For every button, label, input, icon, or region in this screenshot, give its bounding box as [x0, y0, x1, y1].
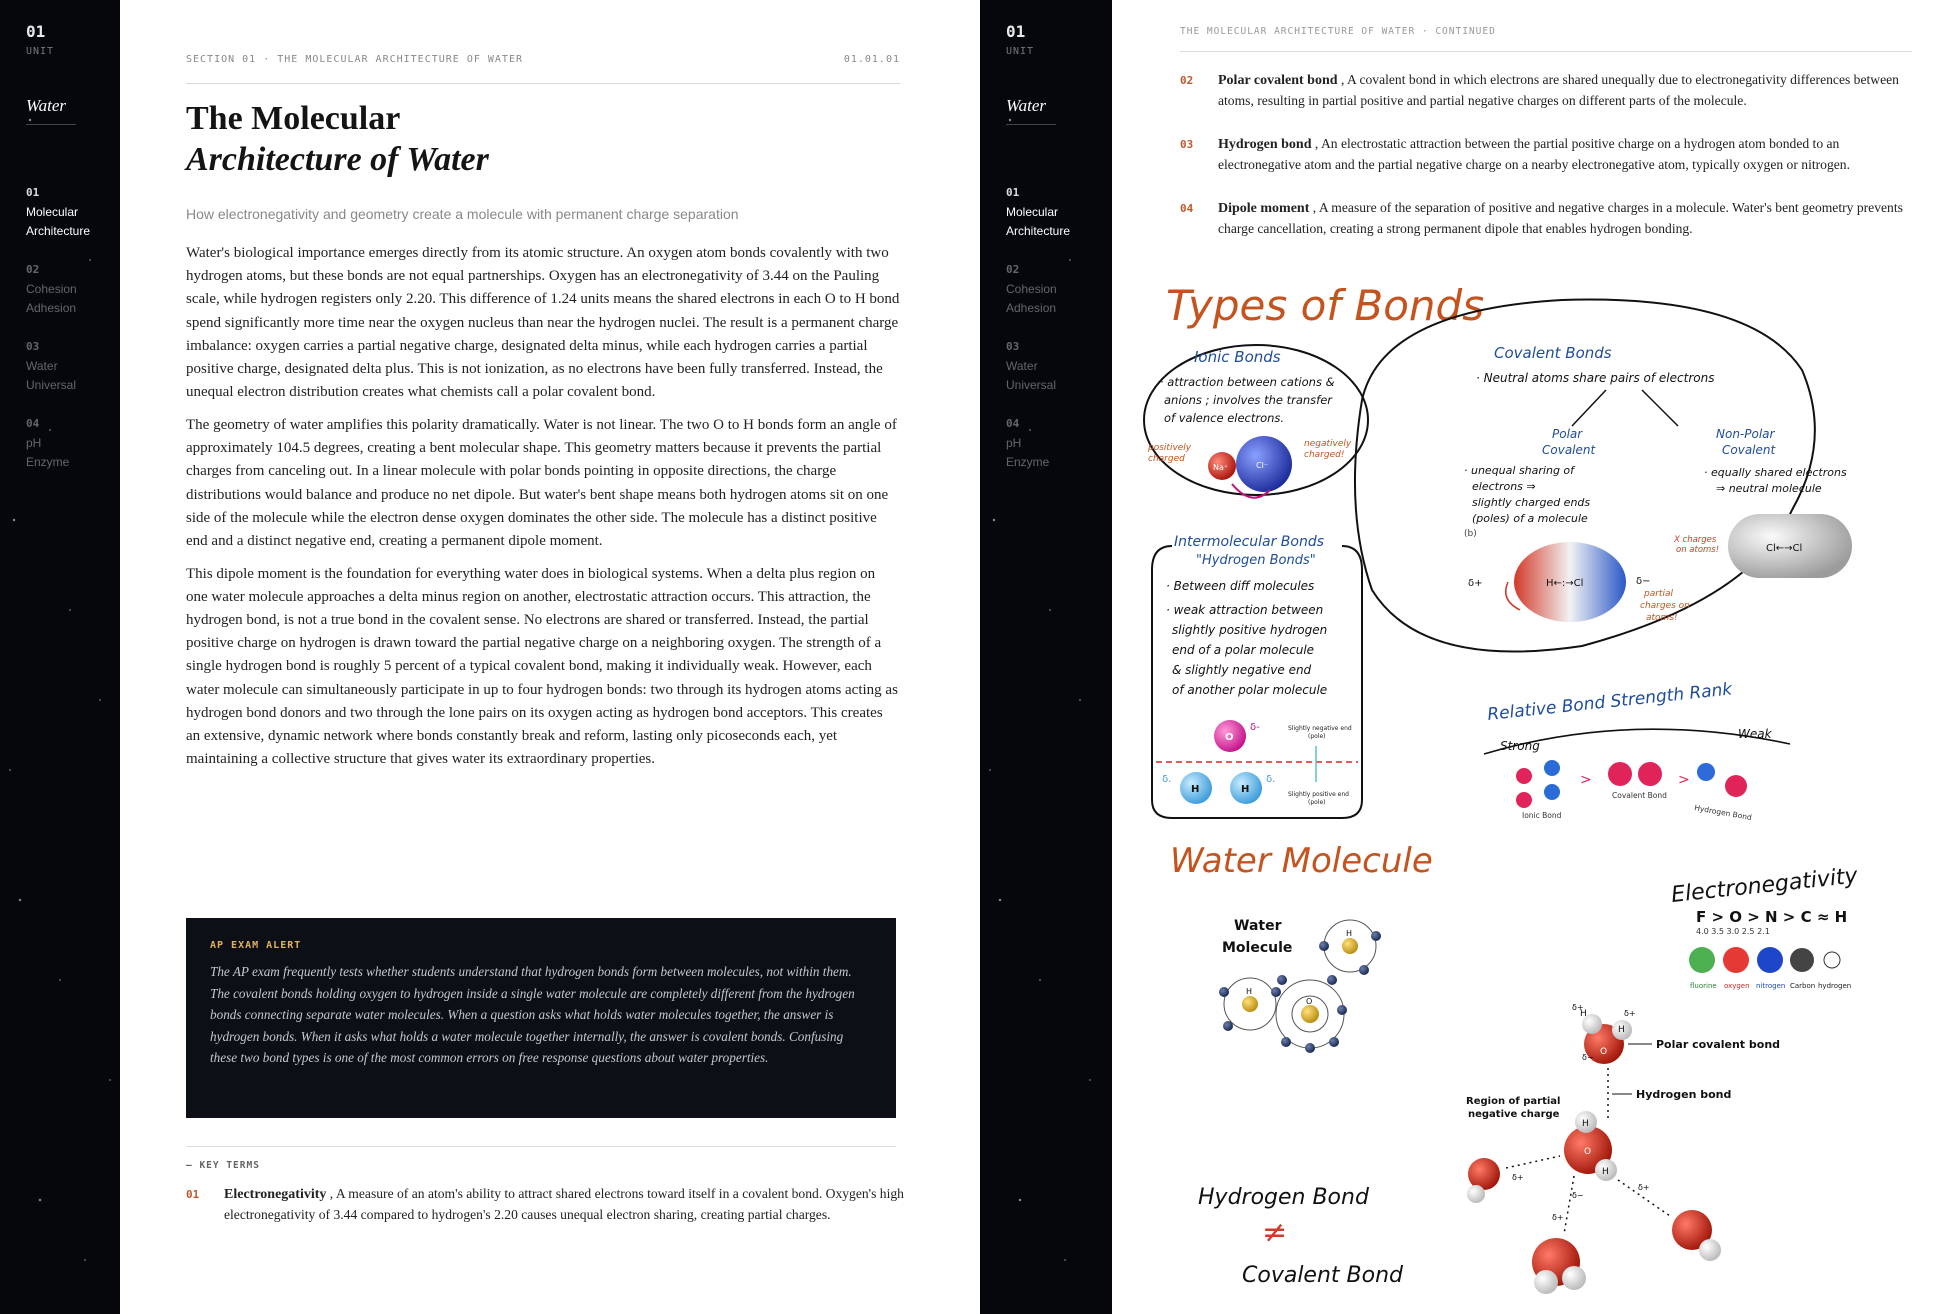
covalent-bonds-title: Covalent Bonds: [1494, 344, 1612, 362]
key-term-item: [186, 1184, 906, 1244]
wo-label: O: [1600, 1047, 1608, 1057]
key-term-item: [1180, 70, 1910, 130]
en-name-hydrogen: hydrogen: [1818, 982, 1852, 990]
ionic-bond-label: Ionic Bond: [1522, 811, 1562, 820]
section-label: SECTION 01 · THE MOLECULAR ARCHITECTURE OF WATER: [186, 54, 523, 65]
x-charges-1: X charges: [1674, 535, 1717, 545]
sidebar-item-label: Enzyme: [26, 455, 70, 469]
hb-ne-line-1: Hydrogen Bond: [1198, 1185, 1369, 1210]
covalent-atom-2: [1638, 762, 1662, 786]
ionic-atom-1: [1516, 768, 1532, 784]
wh-label: H: [1580, 1009, 1587, 1019]
electron: [1277, 975, 1287, 985]
wm-label-2: Molecule: [1222, 940, 1293, 956]
slightly-positive-2: (pole): [1308, 799, 1326, 806]
title-line-2: Architecture of Water: [186, 141, 489, 178]
sidebar-item-label: Molecular: [1006, 205, 1059, 219]
bond-strength-title: Relative Bond Strength Rank: [1486, 679, 1734, 725]
key-terms-label: — KEY TERMS: [186, 1160, 260, 1171]
na-label: Na⁺: [1213, 463, 1229, 472]
wh-label: H: [1618, 1025, 1625, 1035]
en-name-oxygen: oxygen: [1724, 982, 1750, 990]
sidebar-item-cohesion-adhesion[interactable]: [1006, 263, 1096, 318]
sidebar-item-label: pH: [26, 436, 42, 450]
ionic-text-2: anions ; involves the transfer: [1164, 393, 1333, 407]
unit-number: 01: [1006, 22, 1026, 41]
wm-h-label: H: [1346, 929, 1353, 938]
nonpolar-text-2: ⇒ neutral molecule: [1716, 482, 1822, 495]
types-of-bonds-title: Types of Bonds: [1166, 281, 1485, 330]
polar-text-1: · unequal sharing of: [1464, 464, 1575, 477]
term-number: 03: [1180, 138, 1194, 151]
wm-o-label: O: [1306, 997, 1313, 1006]
gt-sign: >: [1678, 772, 1690, 788]
term-word: Hydrogen bond: [1218, 137, 1312, 152]
right-page: [1112, 0, 1952, 1314]
polar-text-4: (poles) of a molecule: [1472, 512, 1588, 525]
inter-text-3: slightly positive hydrogen: [1172, 623, 1328, 637]
bond-notes-illustration: [1112, 270, 1952, 1310]
water-h: [1467, 1185, 1485, 1203]
term-number: 02: [1180, 74, 1194, 87]
sidebar-item-number: 01: [26, 186, 40, 199]
section-header: [186, 54, 900, 84]
covalent-bond-label: Covalent Bond: [1612, 791, 1667, 800]
weak-label: Weak: [1738, 727, 1772, 741]
inter-text-4: end of a polar molecule: [1172, 643, 1315, 657]
delta-plus-hcl: δ+: [1468, 578, 1483, 589]
electron: [1329, 1037, 1339, 1047]
polar-b-label: (b): [1464, 529, 1477, 539]
paragraph: Water's biological importance emerges directly from its atomic structure. An oxygen atom bonds covalently with two hydrogen atoms, but these bonds are not equal partnerships. Oxygen has an electronegativity of 3.44 on the Pauling scale, while hydrogen registers only 2.20. This difference of 1.24 units means the shared electrons in each O to H bond spend significantly more time near the oxygen nucleus than near the hydrogen nuclei. The result is a permanent charge imbalance: oxygen carries a partial negative charge, designated delta minus, while each hydrogen carries a partial positive charge, designated delta plus. This is not ionization, as no electrons have been fully transferred. Instead, the unequal electron distribution creates what chemists call a polar covalent bond.: [186, 245, 900, 401]
sidebar-title[interactable]: Water: [26, 96, 76, 125]
nonpolar-title-1: Non-Polar: [1716, 427, 1775, 441]
wh-label: H: [1602, 1167, 1609, 1177]
dp-label: δ+: [1624, 1009, 1636, 1018]
term-definition: , A measure of the separation of positive and negative charges in a molecule. Water's bent geometry prevents charge cancellation, creating a strong permanent dipole that enables hydrogen bonding.: [1218, 200, 1903, 236]
oxygen-face: [1723, 947, 1749, 973]
hbond-h-atom: [1697, 763, 1715, 781]
water-h: [1699, 1239, 1721, 1261]
ionic-text-3: of valence electrons.: [1164, 411, 1285, 425]
en-order: F > O > N > C ≈ H: [1696, 908, 1848, 926]
hbond-dots: [1564, 1176, 1574, 1234]
sidebar-item-label: Molecular: [26, 205, 79, 219]
electron: [1371, 931, 1381, 941]
en-name-nitrogen: nitrogen: [1756, 982, 1786, 990]
inter-text-1: · Between diff molecules: [1166, 579, 1315, 593]
electron: [1359, 965, 1369, 975]
sidebar-item-label: Universal: [26, 378, 77, 392]
hydrogen-face: [1824, 952, 1840, 968]
term-number: 04: [1180, 202, 1194, 215]
h-nucleus-left: [1242, 996, 1258, 1012]
strong-label: Strong: [1500, 739, 1540, 753]
water-h: [1562, 1266, 1586, 1290]
slightly-negative-1: Slightly negative end: [1288, 725, 1352, 732]
sidebar-item-label: Architecture: [26, 224, 91, 238]
electron: [1305, 1043, 1315, 1053]
slightly-positive-1: Slightly positive end: [1288, 791, 1349, 798]
ionic-atom-3: [1516, 792, 1532, 808]
right-sidebar: [980, 0, 1112, 1314]
water-oxygen-left: [1468, 1158, 1500, 1190]
term-body: [1218, 198, 1908, 239]
hbond-o-atom: [1725, 775, 1747, 797]
sidebar-item-molecular-architecture[interactable]: [1006, 186, 1096, 241]
charged-label: charged: [1148, 454, 1185, 464]
sidebar-item-number: 01: [1006, 186, 1020, 199]
h-nucleus-right: [1342, 938, 1358, 954]
dp-label: δ+: [1512, 1173, 1524, 1182]
body-text: [186, 242, 900, 781]
ionic-atom-2: [1544, 760, 1560, 776]
term-definition: , A measure of an atom's ability to attract shared electrons toward itself in a covalent bond. Oxygen's high electronegativity of 3.44 compared to hydrogen's 2.20 causes unequal electron sharing, creating partial charges.: [224, 1186, 904, 1222]
term-body: [1218, 70, 1908, 111]
h-atom-label: H: [1191, 784, 1200, 795]
fluorine-face: [1689, 947, 1715, 973]
delta-plus-h-right: δ.: [1266, 774, 1276, 785]
electron: [1223, 1021, 1233, 1031]
sidebar-item-label: pH: [1006, 436, 1022, 450]
partial-3: atoms!: [1646, 613, 1678, 623]
wm-label-1: Water: [1234, 918, 1282, 934]
inter-text-5: & slightly negative end: [1172, 663, 1312, 677]
intermolecular-title-1: Intermolecular Bonds: [1174, 534, 1325, 550]
term-word: Electronegativity: [224, 1187, 327, 1202]
polar-text-3: slightly charged ends: [1472, 496, 1591, 509]
sidebar-item-label: Architecture: [1006, 224, 1071, 238]
left-sidebar: [0, 0, 120, 1314]
electron: [1337, 1005, 1347, 1015]
electron: [1219, 987, 1229, 997]
polar-covalent-bond-label: Polar covalent bond: [1656, 1038, 1781, 1051]
hb-ne-line-2: Covalent Bond: [1242, 1263, 1403, 1288]
en-values: 4.0 3.5 3.0 2.5 2.1: [1696, 927, 1770, 936]
en-name-carbon: Carbon: [1790, 982, 1816, 990]
nonpolar-text-1: · equally shared electrons: [1704, 466, 1847, 479]
sidebar-item-label: Enzyme: [1006, 455, 1050, 469]
alert-heading: AP EXAM ALERT: [210, 940, 302, 951]
sidebar-item-label: Universal: [1006, 378, 1057, 392]
page-subtitle: How electronegativity and geometry create a molecule with permanent charge separation: [186, 206, 739, 222]
inter-text-6: of another polar molecule: [1172, 683, 1328, 697]
electron: [1271, 987, 1281, 997]
water-h: [1534, 1270, 1558, 1294]
sidebar-item-water-universal[interactable]: [1006, 340, 1096, 395]
ionic-text-1: · attraction between cations &: [1160, 375, 1335, 389]
partial-1: partial: [1644, 589, 1673, 599]
water-molecule-title: Water Molecule: [1170, 841, 1433, 881]
term-number: 01: [186, 1188, 200, 1201]
polar-title-1: Polar: [1552, 427, 1583, 441]
term-word: Polar covalent bond: [1218, 73, 1338, 88]
electron: [1281, 1037, 1291, 1047]
o-atom-label: O: [1225, 732, 1234, 743]
paragraph: This dipole moment is the foundation for everything water does in biological systems. When a delta plus region on one water molecule approaches a delta minus region on another, electrostatic attraction occurs. This attraction, the hydrogen bond, is not a true bond in the covalent sense. No electrons are shared or transferred. Instead, the partial positive charge on hydrogen is drawn toward the partial negative charge on a neighboring oxygen. The strength of a single hydrogen bond is roughly 5 percent of a typical covalent bond, making it individually weak. However, each water molecule can simultaneously participate in up to four hydrogen bonds: two through its hydrogen atoms acting as hydrogen bond donors and two through the lone pairs on its oxygen acting as hydrogen bond acceptors. This creates an extensive, dynamic network where bonds constantly break and reform, lasting only picoseconds each, yet maintaining a collective structure that gives water its extraordinary properties.: [186, 565, 898, 768]
hcl-label: H←:→Cl: [1546, 578, 1584, 589]
sidebar-item-number: 02: [26, 263, 40, 276]
sidebar-item-molecular-architecture[interactable]: [26, 186, 116, 241]
ionic-atom-4: [1544, 784, 1560, 800]
sidebar-item-label: Water: [26, 359, 58, 373]
ap-exam-alert: [186, 918, 896, 1118]
term-body: [224, 1184, 904, 1225]
x-charges-2: on atoms!: [1676, 545, 1720, 555]
sidebar-item-label: Water: [1006, 359, 1038, 373]
nitrogen-face: [1757, 947, 1783, 973]
sidebar-item-number: 04: [1006, 417, 1020, 430]
dp-label: δ+: [1552, 1213, 1564, 1222]
divider: [186, 1146, 896, 1147]
sidebar-title[interactable]: Water: [1006, 96, 1056, 125]
inter-text-2: · weak attraction between: [1166, 603, 1324, 617]
unit-label: UNIT: [1006, 46, 1035, 57]
carbon-face: [1790, 948, 1814, 972]
covalent-atom-1: [1608, 762, 1632, 786]
electron: [1327, 975, 1337, 985]
partial-2: charges on: [1640, 601, 1690, 611]
hbond-dots: [1506, 1156, 1560, 1168]
slightly-negative-2: (pole): [1308, 733, 1326, 740]
region-label-1: Region of partial: [1466, 1096, 1561, 1107]
sidebar-item-cohesion-adhesion[interactable]: [26, 263, 116, 318]
hydrogen-bond-label: Hydrogen Bond: [1693, 803, 1753, 823]
polar-text-2: electrons ⇒: [1472, 480, 1536, 493]
title-line-1: The Molecular: [186, 100, 401, 137]
covalent-text: · Neutral atoms share pairs of electrons: [1476, 371, 1715, 385]
sidebar-item-water-universal[interactable]: [26, 340, 116, 395]
not-equal-sign: ≠: [1262, 1215, 1288, 1250]
region-label-2: negative charge: [1468, 1109, 1560, 1120]
gt-sign: >: [1580, 772, 1592, 788]
cl-label: Cl⁻: [1256, 461, 1269, 470]
left-page: [120, 0, 980, 1314]
sidebar-item-label: Adhesion: [1006, 301, 1057, 315]
term-definition: , An electrostatic attraction between the partial positive charge on a hydrogen atom bonded to an electronegative atom and the partial negative charge on a nearby electronegative atom, typically oxygen or nitrogen.: [1218, 136, 1850, 172]
term-word: Dipole moment: [1218, 201, 1310, 216]
delta-minus-hcl: δ−: [1636, 576, 1651, 587]
sidebar-item-number: 04: [26, 417, 40, 430]
section-code: 01.01.01: [843, 54, 900, 65]
charged-2-label: charged!: [1304, 450, 1345, 460]
o-nucleus: [1301, 1005, 1319, 1023]
sidebar-item-label: Cohesion: [1006, 282, 1057, 296]
delta-minus-o: δ-: [1250, 722, 1260, 733]
key-term-item: [1180, 198, 1910, 258]
clcl-label: Cl←→Cl: [1766, 543, 1803, 554]
nonpolar-title-2: Covalent: [1722, 443, 1776, 457]
polar-title-2: Covalent: [1542, 443, 1596, 457]
intermolecular-title-2: "Hydrogen Bonds": [1196, 553, 1316, 568]
dp-label: δ+: [1638, 1183, 1650, 1192]
wm-h-label: H: [1246, 987, 1253, 996]
hydrogen-bond-network-label: Hydrogen bond: [1636, 1088, 1732, 1101]
term-definition: , A covalent bond in which electrons are shared unequally due to electronegativity differences between atoms, resulting in partial positive and partial negative charges on different parts of the molecule.: [1218, 72, 1899, 108]
sidebar-item-number: 02: [1006, 263, 1020, 276]
sidebar-item-number: 03: [1006, 340, 1020, 353]
sidebar-nav: [1006, 186, 1096, 494]
ionic-bonds-title: Ionic Bonds: [1194, 348, 1281, 366]
positively-label: positively: [1148, 443, 1192, 453]
polar-branch-line: [1572, 390, 1606, 426]
unit-label: UNIT: [26, 46, 55, 57]
electron: [1319, 941, 1329, 951]
sidebar-item-number: 03: [26, 340, 40, 353]
negatively-label: negatively: [1304, 439, 1352, 449]
wo-label: O: [1584, 1147, 1592, 1157]
alert-text: The AP exam frequently tests whether students understand that hydrogen bonds form between molecules, not within them. The covalent bonds holding oxygen to hydrogen inside a single water molecule are completely different from the hydrogen bonds connecting separate water molecules. When a question asks what holds water molecules together, the answer is hydrogen bonds. When it asks what holds a water molecule together internally, the answer is covalent bonds. Confusing these two bond types is one of the most common errors on free response questions about water properties.: [210, 964, 855, 1066]
nonpolar-branch-line: [1642, 390, 1678, 426]
sidebar-item-label: Cohesion: [26, 282, 77, 296]
delta-plus-h-left: δ.: [1162, 774, 1172, 785]
term-body: [1218, 134, 1908, 175]
page-title: [186, 98, 489, 180]
sidebar-item-label: Adhesion: [26, 301, 77, 315]
sidebar-item-ph-enzyme[interactable]: [1006, 417, 1096, 472]
h-atom-label: H: [1241, 784, 1250, 795]
sidebar-nav: [26, 186, 116, 494]
key-term-item: [1180, 134, 1910, 194]
dp-label: δ+: [1572, 1003, 1584, 1012]
wh-label: H: [1582, 1119, 1589, 1129]
dm-label: δ−: [1582, 1053, 1594, 1062]
sidebar-item-ph-enzyme[interactable]: [26, 417, 116, 472]
dm-label: δ−: [1572, 1191, 1584, 1200]
electronegativity-title: Electronegativity: [1670, 863, 1859, 908]
continued-header: THE MOLECULAR ARCHITECTURE OF WATER · CONTINUED: [1180, 26, 1912, 52]
en-name-fluorine: fluorine: [1690, 982, 1717, 990]
paragraph: The geometry of water amplifies this polarity dramatically. Water is not linear. The two O to H bonds form an angle of approximately 104.5 degrees, creating a bent molecular shape. This geometry matters because it prevents the partial charges from canceling out. In a linear molecule with polar bonds pointing in opposite directions, the charge distributions would balance and produce no net dipole. But water's bent shape means both hydrogen atoms sit on one side of the molecule while the electron dense oxygen dominates the other side. The molecule has a distinct positive end and a distinct negative end, creating a permanent dipole moment.: [186, 416, 897, 549]
unit-number: 01: [26, 22, 46, 41]
